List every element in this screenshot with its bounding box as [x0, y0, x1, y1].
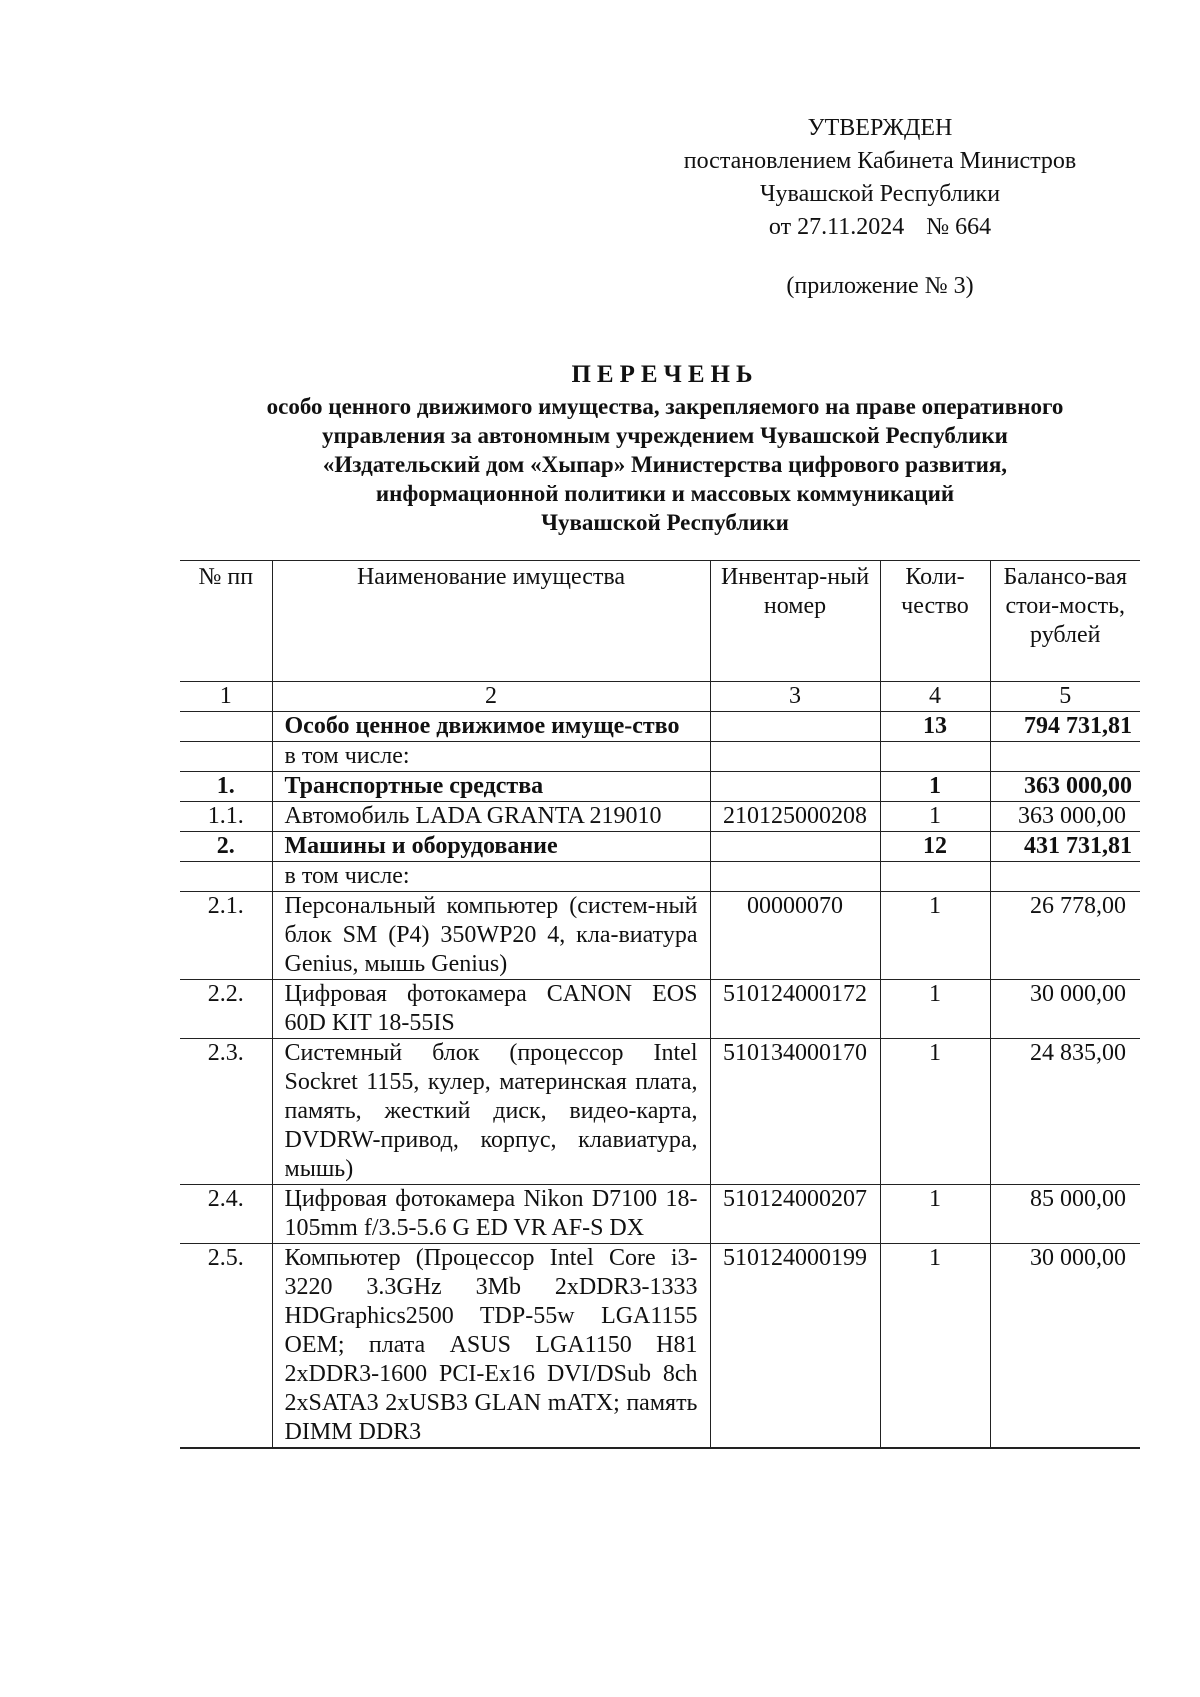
approval-resolution: постановлением Кабинета Министров — [683, 148, 1077, 174]
row-number: 2.3. — [180, 1039, 272, 1185]
row-quantity — [880, 742, 990, 772]
row-value — [990, 742, 1140, 772]
approval-heading: УТВЕРЖДЕН — [807, 115, 953, 141]
table-row — [180, 1185, 1140, 1244]
row-inventory: 510124000207 — [710, 1185, 880, 1244]
table-column-numbers-row — [180, 682, 1140, 712]
row-value: 363 000,00 — [990, 802, 1140, 832]
row-value: 30 000,00 — [990, 1244, 1140, 1449]
row-value: 363 000,00 — [990, 772, 1140, 802]
row-name: Особо ценное движимое имуще-ство — [272, 712, 710, 742]
row-value: 794 731,81 — [990, 712, 1140, 742]
row-name: Системный блок (процессор Intel Sockret 1155, кулер, материнская плата, память, жесткий диск, видео-карта, DVDRW-привод, корпус, клавиатура, мышь) — [272, 1039, 710, 1185]
column-header-value: Балансо-вая стои-мость, рублей — [990, 561, 1140, 682]
column-number: 2 — [272, 682, 710, 712]
row-inventory: 510124000199 — [710, 1244, 880, 1449]
document-subtitle-line: информационной политики и массовых коммуникаций — [375, 481, 955, 506]
approval-block — [660, 112, 1100, 244]
row-number: 2.1. — [180, 892, 272, 980]
row-name: Цифровая фотокамера Nikon D7100 18-105mm f/3.5-5.6 G ED VR AF-S DX — [272, 1185, 710, 1244]
table-row-total — [180, 712, 1140, 742]
row-number — [180, 742, 272, 772]
row-quantity: 1 — [880, 1244, 990, 1449]
table-row — [180, 1039, 1140, 1185]
column-number: 5 — [990, 682, 1140, 712]
row-quantity: 1 — [880, 802, 990, 832]
row-value: 30 000,00 — [990, 980, 1140, 1039]
column-header-inventory: Инвентар-ный номер — [710, 561, 880, 682]
table-row — [180, 802, 1140, 832]
table-row — [180, 862, 1140, 892]
approval-republic: Чувашской Республики — [759, 181, 1001, 207]
row-name: в том числе: — [272, 862, 710, 892]
document-title-block — [170, 360, 1160, 537]
column-header-name: Наименование имущества — [272, 561, 710, 682]
row-quantity: 1 — [880, 1039, 990, 1185]
row-quantity: 1 — [880, 980, 990, 1039]
document-subtitle-line: управления за автономным учреждением Чувашской Республики — [322, 423, 1008, 448]
table-row-group — [180, 772, 1140, 802]
row-number — [180, 712, 272, 742]
column-number: 4 — [880, 682, 990, 712]
approval-date: от 27.11.2024 — [768, 214, 905, 240]
row-inventory: 00000070 — [710, 892, 880, 980]
table-row-group — [180, 832, 1140, 862]
row-name: Транспортные средства — [272, 772, 710, 802]
table-row — [180, 1244, 1140, 1449]
row-quantity: 1 — [880, 1185, 990, 1244]
row-inventory: 510124000172 — [710, 980, 880, 1039]
row-inventory — [710, 742, 880, 772]
row-name: Цифровая фотокамера CANON EOS 60D KIT 18-55IS — [272, 980, 710, 1039]
row-inventory — [710, 832, 880, 862]
column-number: 3 — [710, 682, 880, 712]
row-quantity: 1 — [880, 892, 990, 980]
table-row — [180, 980, 1140, 1039]
row-number: 2.2. — [180, 980, 272, 1039]
column-header-number: № пп — [180, 561, 272, 682]
row-number: 1.1. — [180, 802, 272, 832]
document-subtitle-line: Чувашской Республики — [541, 510, 789, 535]
table-row — [180, 742, 1140, 772]
document-subtitle-line: «Издательский дом «Хыпар» Министерства цифрового развития, — [322, 452, 1008, 477]
row-number: 2. — [180, 832, 272, 862]
row-quantity: 12 — [880, 832, 990, 862]
row-name: в том числе: — [272, 742, 710, 772]
row-value: 26 778,00 — [990, 892, 1140, 980]
row-number: 2.5. — [180, 1244, 272, 1449]
row-inventory: 510134000170 — [710, 1039, 880, 1185]
row-value: 431 731,81 — [990, 832, 1140, 862]
row-inventory: 210125000208 — [710, 802, 880, 832]
row-inventory — [710, 772, 880, 802]
row-name: Машины и оборудование — [272, 832, 710, 862]
property-table — [180, 560, 1140, 1449]
column-header-quantity: Коли-чество — [880, 561, 990, 682]
row-quantity — [880, 862, 990, 892]
row-number: 1. — [180, 772, 272, 802]
row-value — [990, 862, 1140, 892]
row-value: 85 000,00 — [990, 1185, 1140, 1244]
table-header-row — [180, 561, 1140, 682]
column-number: 1 — [180, 682, 272, 712]
row-value: 24 835,00 — [990, 1039, 1140, 1185]
row-quantity: 1 — [880, 772, 990, 802]
row-name: Персональный компьютер (систем-ный блок SM (P4) 350WP20 4, кла-виатура Genius, мышь Genius) — [272, 892, 710, 980]
row-name: Автомобиль LADA GRANTA 219010 — [272, 802, 710, 832]
document-title: ПЕРЕЧЕНЬ — [571, 361, 759, 388]
table-row — [180, 892, 1140, 980]
row-quantity: 13 — [880, 712, 990, 742]
document-subtitle-line: особо ценного движимого имущества, закрепляемого на праве оперативного — [266, 394, 1064, 419]
row-number — [180, 862, 272, 892]
row-number: 2.4. — [180, 1185, 272, 1244]
row-name: Компьютер (Процессор Intel Core i3-3220 3.3GHz 3Mb 2xDDR3-1333 HDGraphics2500 TDP-55w LGA1155 OEM; плата ASUS LGA1150 H81 2xDDR3-1600 PCI-Ex16 DVI/DSub 8ch 2xSATA3 2xUSB3 GLAN mATX; память DIMM DDR3 — [272, 1244, 710, 1449]
approval-date-number — [660, 211, 1100, 244]
approval-number: № 664 — [926, 214, 992, 240]
appendix-label: (приложение № 3) — [786, 273, 974, 299]
row-inventory — [710, 712, 880, 742]
row-inventory — [710, 862, 880, 892]
